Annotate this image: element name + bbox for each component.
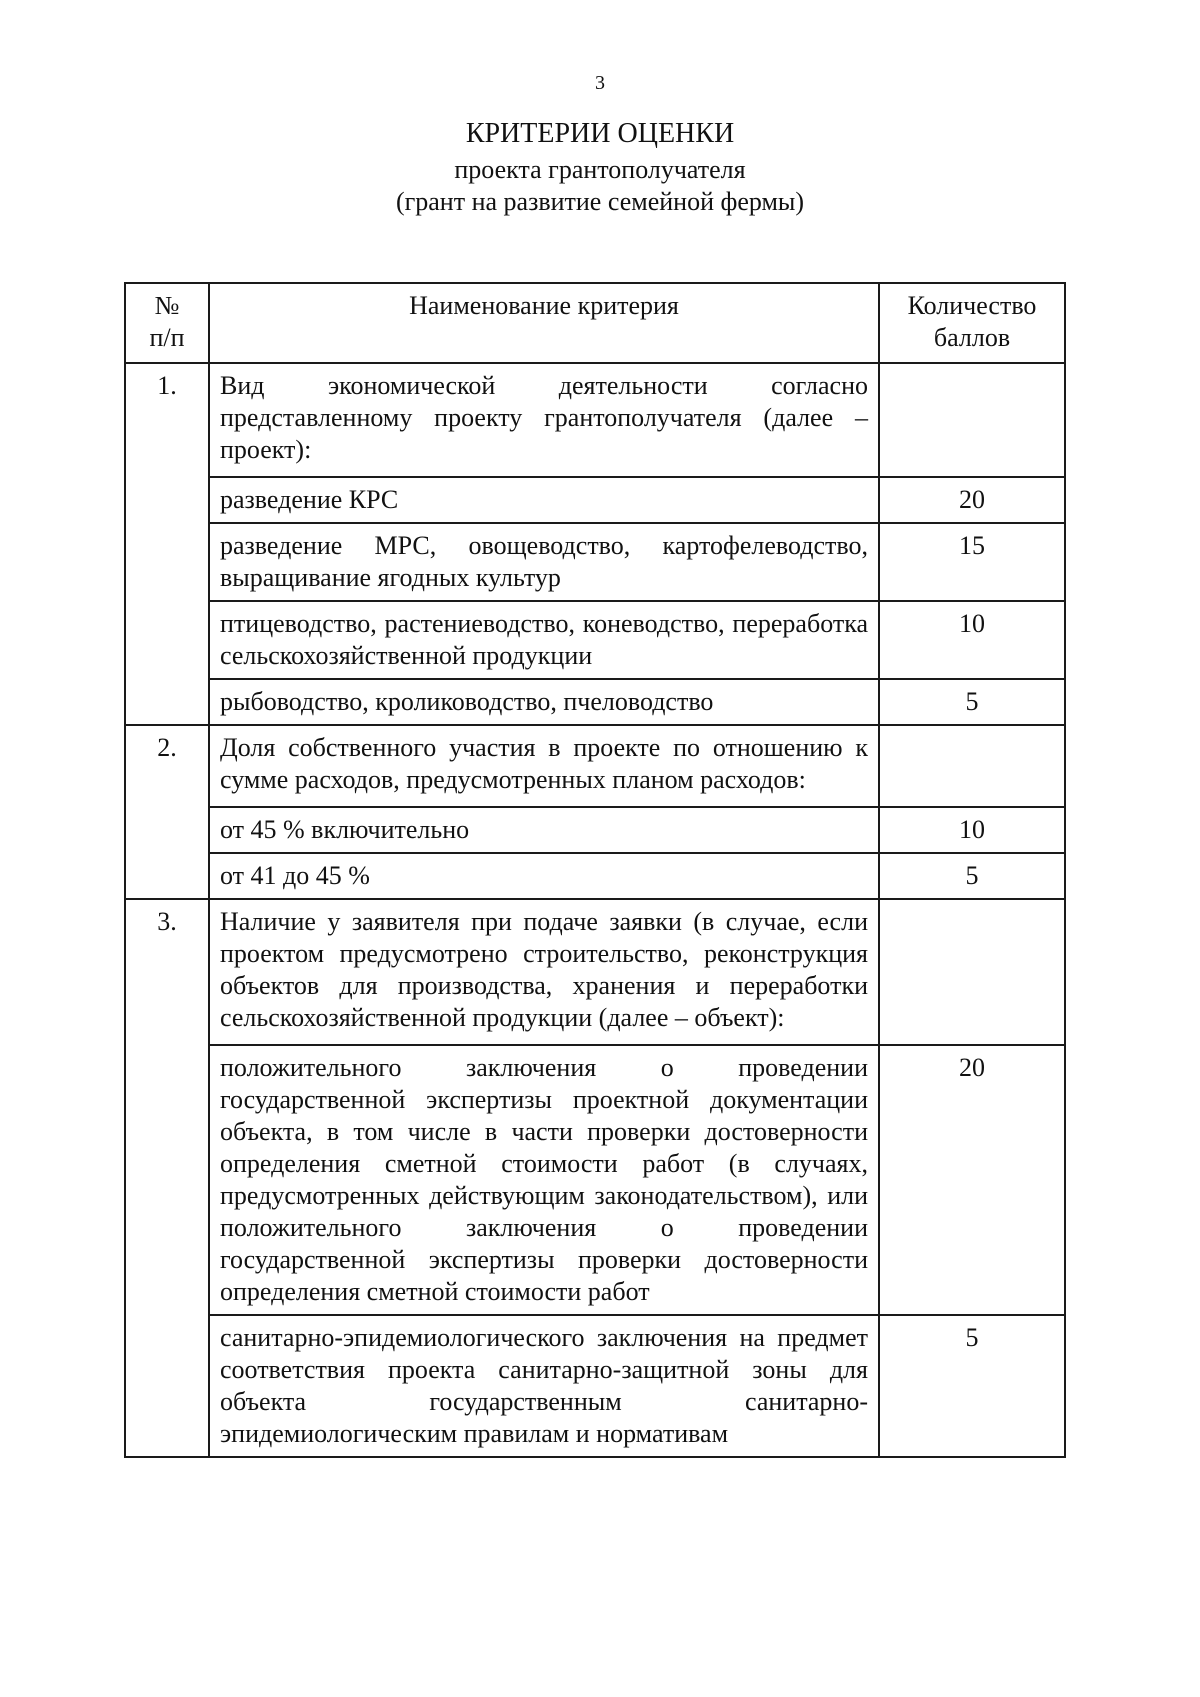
- criterion-group-row: [125, 725, 1065, 807]
- criterion-item-name: разведение КРС: [209, 477, 879, 523]
- header-score-line2: баллов: [933, 323, 1011, 352]
- criterion-group-score-empty: [879, 725, 1065, 807]
- criterion-group-title: Доля собственного участия в проекте по отношению к сумме расходов, предусмотренных планом расходов:: [209, 725, 879, 807]
- criterion-item-score: 10: [879, 807, 1065, 853]
- document-subtitle-line1: проекта грантополучателя: [454, 155, 746, 184]
- criterion-item-row: [125, 477, 1065, 523]
- criterion-item-score: 5: [879, 853, 1065, 899]
- header-row: [125, 283, 1065, 363]
- criterion-group-title: Вид экономической деятельности согласно представленному проекту грантополучателя (далее – проект):: [209, 363, 879, 477]
- criteria-table: [124, 282, 1066, 1458]
- criterion-item-row: [125, 1315, 1065, 1457]
- header-score-line1: Количество: [907, 291, 1037, 320]
- criterion-item-score: 20: [879, 477, 1065, 523]
- criterion-group-row: [125, 899, 1065, 1045]
- criterion-group-score-empty: [879, 899, 1065, 1045]
- criterion-number: 3.: [125, 899, 209, 1457]
- criteria-table-body: [125, 363, 1065, 1457]
- criterion-item-name: разведение МРС, овощеводство, картофелеводство, выращивание ягодных культур: [209, 523, 879, 601]
- criterion-item-row: [125, 523, 1065, 601]
- criterion-item-name: от 45 % включительно: [209, 807, 879, 853]
- criterion-item-row: [125, 1045, 1065, 1315]
- criterion-item-score: 20: [879, 1045, 1065, 1315]
- criterion-group-score-empty: [879, 363, 1065, 477]
- header-criterion-name: Наименование критерия: [209, 283, 879, 363]
- criterion-item-name: положительного заключения о проведении государственной экспертизы проектной документации объекта, в том числе в части проверки достоверности определения сметной стоимости работ (в случаях, предусмотренных действующим законодательством), или положительного заключения о проведении государственной экспертизы проверки достоверности определения сметной стоимости работ: [209, 1045, 879, 1315]
- criteria-table-header: [125, 283, 1065, 363]
- criterion-item-name: рыбоводство, кролиководство, пчеловодство: [209, 679, 879, 725]
- criterion-number: 2.: [125, 725, 209, 899]
- criterion-item-row: [125, 679, 1065, 725]
- header-number-line1: №: [154, 291, 180, 320]
- criterion-item-row: [125, 853, 1065, 899]
- page-number: 3: [595, 72, 605, 94]
- criterion-item-row: [125, 807, 1065, 853]
- criterion-item-row: [125, 601, 1065, 679]
- header-number-line2: п/п: [149, 323, 185, 352]
- criterion-item-name: санитарно-эпидемиологического заключения на предмет соответствия проекта санитарно-защитной зоны для объекта государственным санитарно-эпидемиологическим правилам и нормативам: [209, 1315, 879, 1457]
- criterion-group-row: [125, 363, 1065, 477]
- criterion-item-score: 5: [879, 1315, 1065, 1457]
- criterion-item-score: 5: [879, 679, 1065, 725]
- criterion-item-score: 15: [879, 523, 1065, 601]
- header-score: [879, 283, 1065, 363]
- criterion-item-name: птицеводство, растениеводство, коневодство, переработка сельскохозяйственной продукции: [209, 601, 879, 679]
- criterion-item-score: 10: [879, 601, 1065, 679]
- criterion-item-name: от 41 до 45 %: [209, 853, 879, 899]
- header-number: [125, 283, 209, 363]
- criterion-group-title: Наличие у заявителя при подаче заявки (в случае, если проектом предусмотрено строительство, реконструкция объектов для производства, хранения и переработки сельскохозяйственной продукции (далее – объект):: [209, 899, 879, 1045]
- criterion-number: 1.: [125, 363, 209, 725]
- document-subtitle-line2: (грант на развитие семейной фермы): [395, 187, 805, 216]
- document-title: КРИТЕРИИ ОЦЕНКИ: [465, 118, 735, 149]
